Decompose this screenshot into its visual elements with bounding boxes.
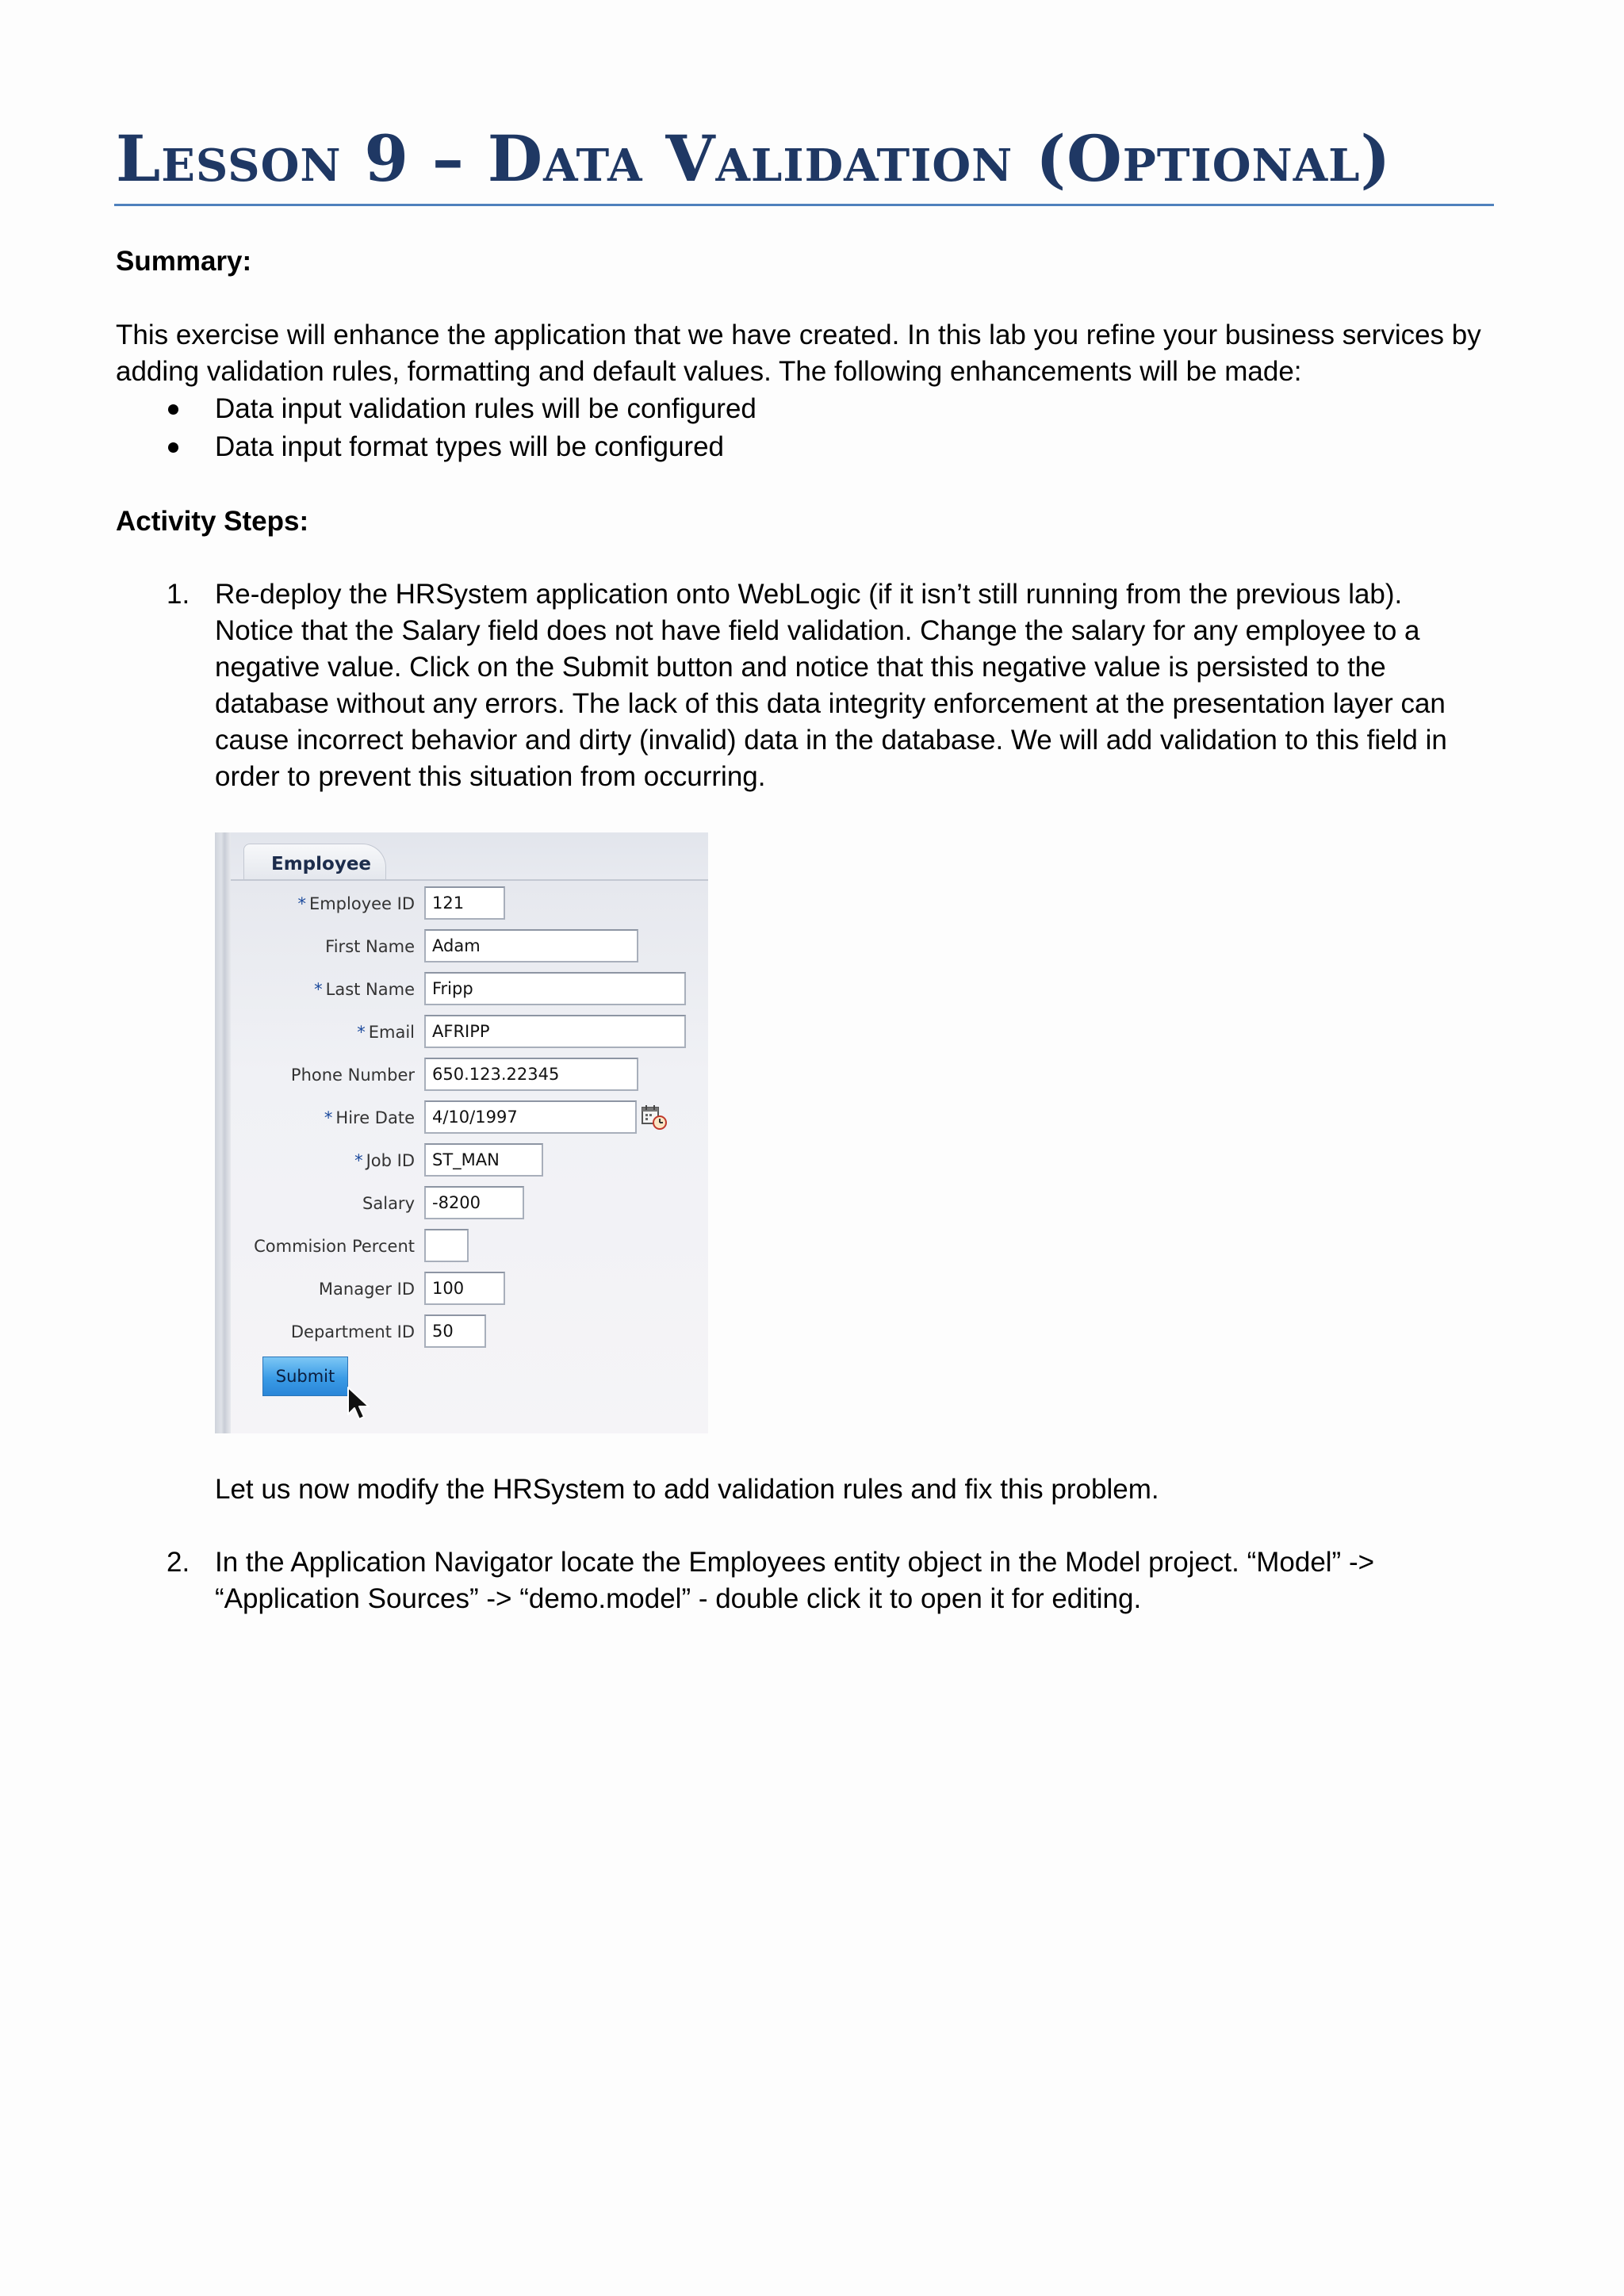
tab-divider: [231, 879, 708, 881]
summary-heading: Summary:: [116, 246, 252, 277]
first-name-input[interactable]: Adam: [424, 929, 638, 962]
step-number: 2.: [167, 1547, 190, 1578]
commission-percent-label: Commision Percent: [254, 1237, 415, 1256]
salary-input[interactable]: -8200: [424, 1186, 524, 1219]
step-1-followup: Let us now modify the HRSystem to add validation rules and fix this problem.: [215, 1474, 1159, 1505]
job-id-label: * Job ID: [354, 1151, 415, 1170]
bullet-icon: [168, 442, 178, 453]
summary-paragraph-line-2: adding validation rules, formatting and default values. The following enhancements will be made:: [116, 356, 1302, 387]
step-2-line: In the Application Navigator locate the Employees entity object in the Model project. “Model” ->: [215, 1547, 1375, 1578]
tab-employee[interactable]: [243, 844, 386, 880]
email-input[interactable]: AFRIPP: [424, 1015, 686, 1048]
last-name-input[interactable]: Fripp: [424, 972, 686, 1005]
step-1-line: cause incorrect behavior and dirty (invalid) data in the database. We will add validation to this field in: [215, 725, 1447, 756]
step-1-line: Notice that the Salary field does not have field validation. Change the salary for any employee to a: [215, 615, 1420, 646]
phone-number-input[interactable]: 650.123.22345: [424, 1058, 638, 1091]
calendar-icon[interactable]: [641, 1104, 668, 1131]
bullet-item: Data input format types will be configured: [215, 431, 724, 462]
step-1-line: Re-deploy the HRSystem application onto WebLogic (if it isn’t still running from the previous lab).: [215, 579, 1403, 610]
hire-date-label: * Hire Date: [324, 1108, 415, 1127]
step-2-line: “Application Sources” -> “demo.model” - double click it to open it for editing.: [215, 1583, 1142, 1614]
employee-form-screenshot: [215, 832, 708, 1433]
employee-id-input[interactable]: 121: [424, 886, 505, 920]
summary-paragraph-line-1: This exercise will enhance the application that we have created. In this lab you refine your business services by: [116, 320, 1481, 350]
step-number: 1.: [167, 579, 190, 610]
phone-number-label: Phone Number: [290, 1066, 415, 1085]
salary-label: Salary: [362, 1194, 415, 1213]
splitter-bar: [215, 832, 231, 1433]
mouse-cursor-icon: [345, 1386, 377, 1422]
title-underline: [114, 204, 1494, 206]
step-1-line: database without any errors. The lack of this data integrity enforcement at the presentation layer can: [215, 688, 1446, 719]
job-id-input[interactable]: ST_MAN: [424, 1143, 543, 1177]
department-id-input[interactable]: 50: [424, 1314, 486, 1348]
last-name-label: * Last Name: [314, 980, 415, 999]
hire-date-input[interactable]: 4/10/1997: [424, 1100, 637, 1134]
manager-id-label: Manager ID: [318, 1280, 415, 1299]
department-id-label: Department ID: [290, 1322, 415, 1341]
bullet-icon: [168, 404, 178, 415]
step-1-line: order to prevent this situation from occurring.: [215, 761, 766, 792]
step-1-line: negative value. Click on the Submit button and notice that this negative value is persisted to the: [215, 652, 1386, 683]
lesson-title: LESSON 9 – DATA VALIDATION (OPTIONAL): [116, 121, 1392, 196]
employee-id-label: * Employee ID: [297, 894, 415, 913]
commission-percent-input[interactable]: [424, 1229, 469, 1262]
tab-label: Employee: [271, 854, 372, 874]
email-label: * Email: [357, 1023, 415, 1042]
activity-steps-heading: Activity Steps:: [116, 506, 309, 537]
bullet-item: Data input validation rules will be configured: [215, 393, 756, 424]
first-name-label: First Name: [325, 937, 415, 956]
manager-id-input[interactable]: 100: [424, 1272, 505, 1305]
submit-button[interactable]: Submit: [262, 1357, 348, 1396]
